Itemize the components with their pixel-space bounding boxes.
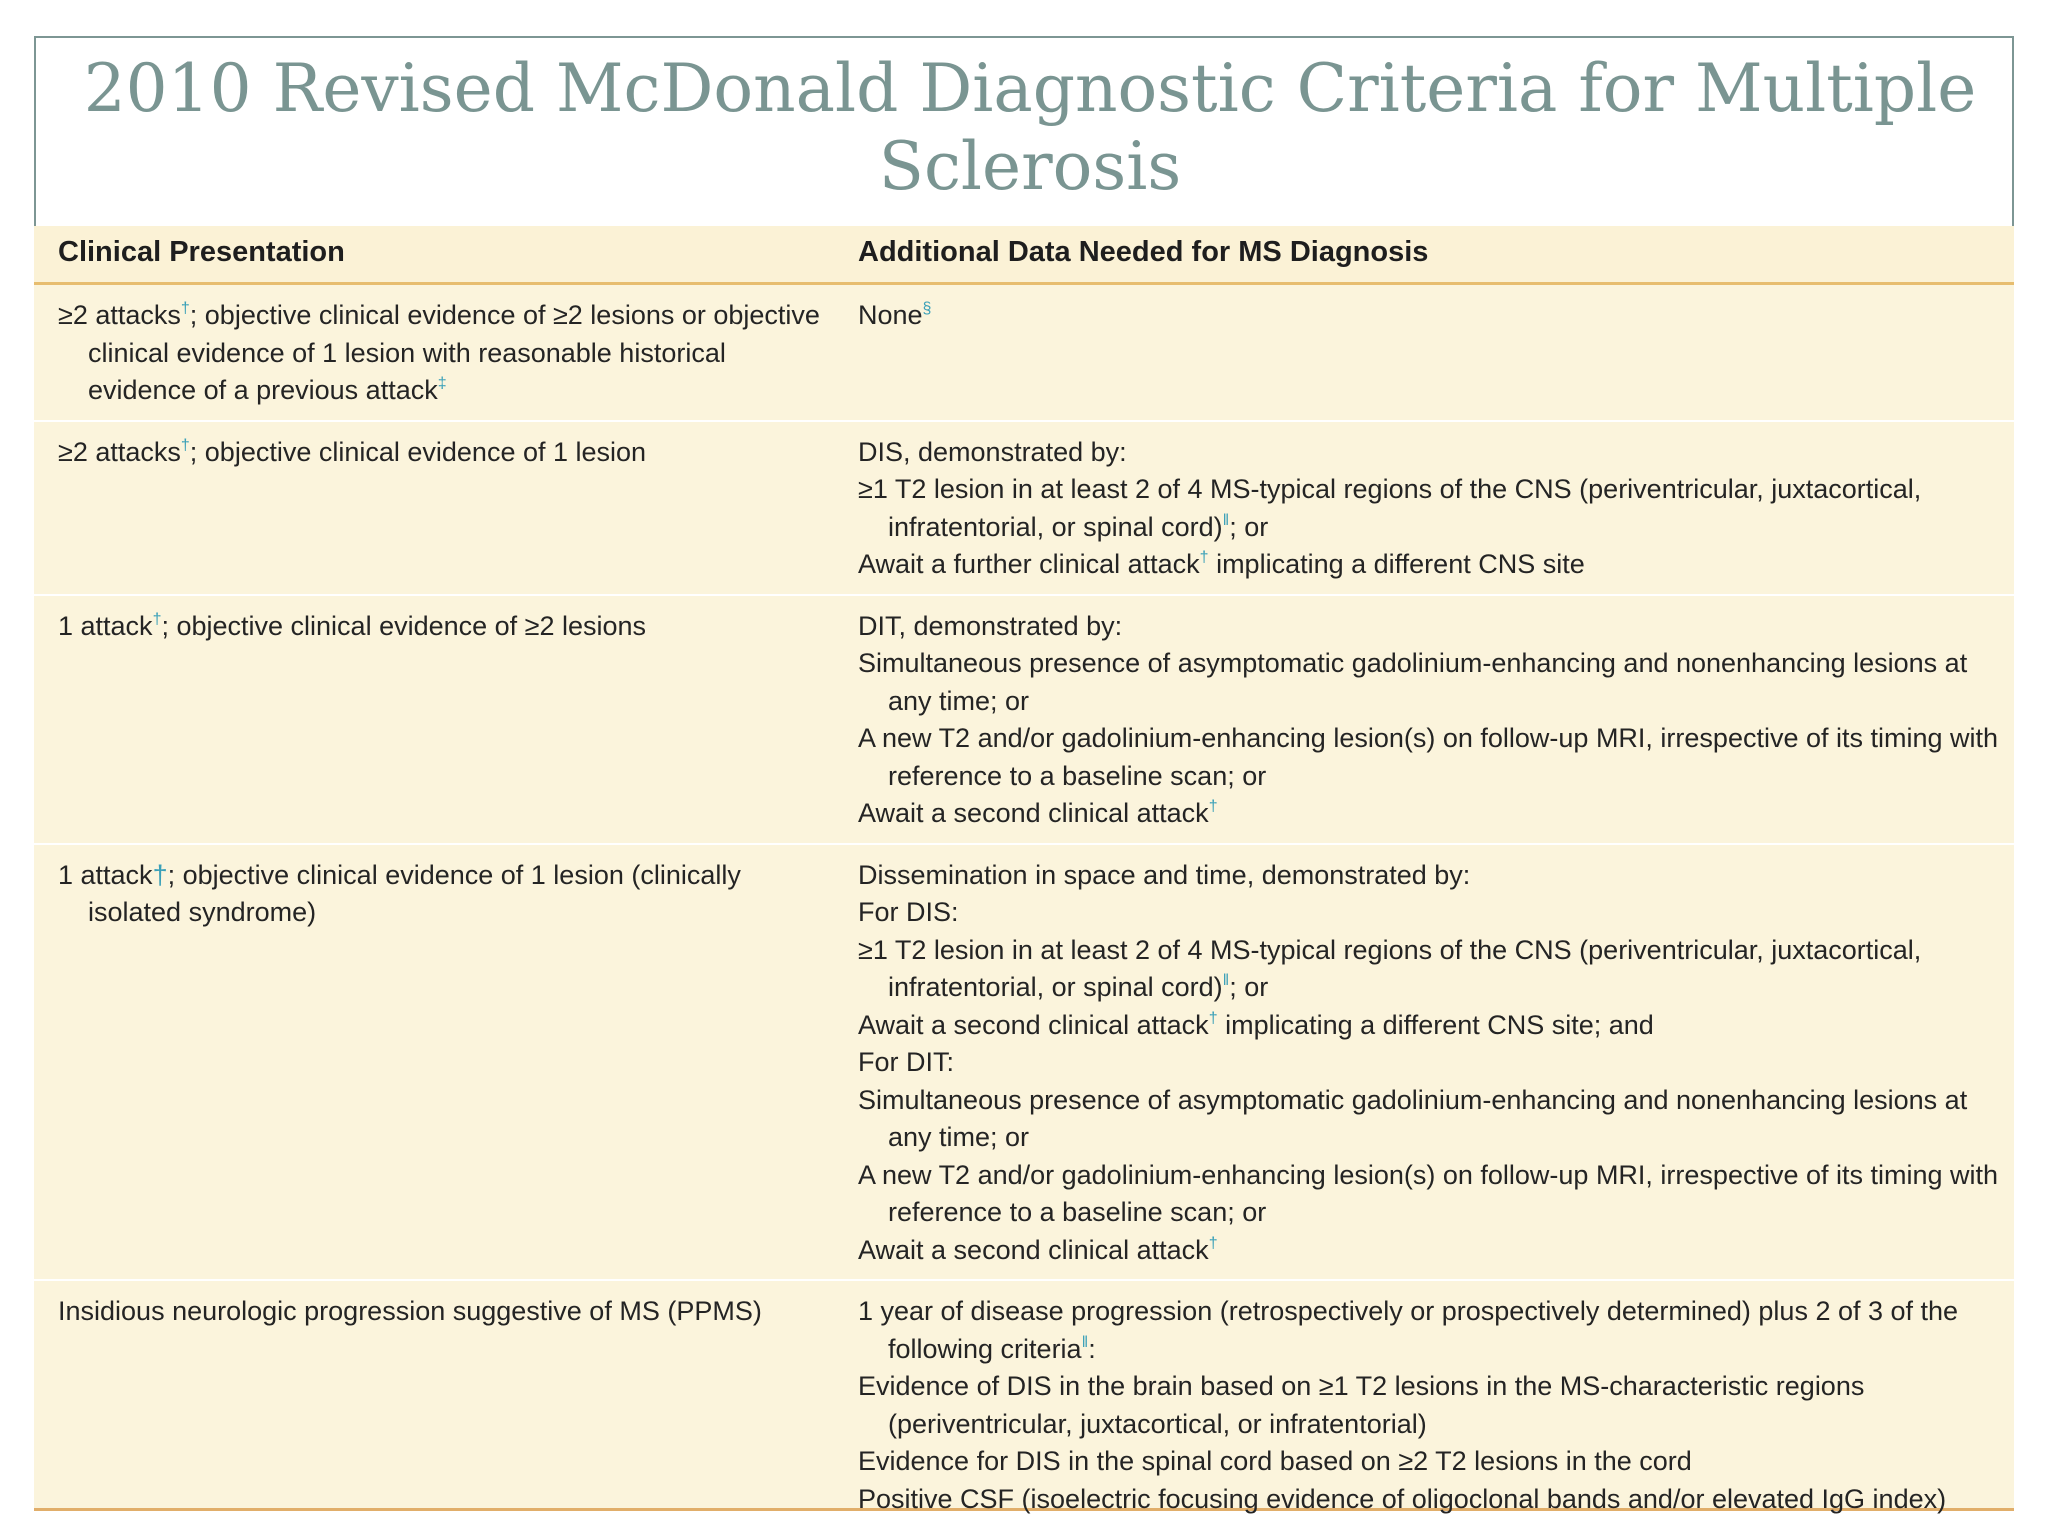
criteria-table-container (34, 226, 2014, 1514)
data-line (858, 1293, 2002, 1368)
text-span: ≥2 attacks (58, 436, 181, 467)
text-span: implicating a different CNS site (1208, 549, 1585, 579)
presentation-text (58, 608, 822, 646)
text-span: ; objective clinical evidence of ≥2 lesions or objective clinical evidence of 1 lesion with reasonable historical evidence of a previous attack (88, 300, 820, 405)
text-span: ≥1 T2 lesion in at least 2 of 4 MS-typical regions of the CNS (periventricular, juxtacortical, infratentorial, or spinal cord) (858, 474, 1922, 542)
footnote-mark: † (1199, 549, 1209, 566)
slide-title-line-1: 2010 Revised McDonald Diagnostic Criteria for Multiple (83, 50, 1977, 127)
footnote-mark: † (1208, 1009, 1218, 1027)
table-row (34, 284, 2014, 421)
presentation-text (58, 434, 822, 472)
text-span: 1 year of disease progression (retrospectively or prospectively determined) plus 2 of 3 of the following criteria (858, 1296, 1959, 1364)
data-line: Evidence for DIS in the spinal cord based on ≥2 T2 lesions in the cord (858, 1446, 1692, 1476)
data-line: Evidence of DIS in the brain based on ≥1 T2 lesions in the MS-characteristic regions (periventricular, juxtacortical, or infratentorial) (858, 1371, 1865, 1439)
header-additional-data: Additional Data Needed for MS Diagnosis (834, 226, 2014, 284)
data-line (858, 546, 2002, 584)
presentation-text (58, 857, 822, 932)
text-span: None (858, 300, 923, 330)
slide-title (60, 50, 2000, 206)
data-cell (834, 844, 2014, 1281)
footnote-mark: ‖ (1081, 1333, 1089, 1351)
text-span: : (1088, 1333, 1096, 1364)
table-header-row (34, 226, 2014, 284)
data-line: A new T2 and/or gadolinium-enhancing lesion(s) on follow-up MRI, irrespective of its timing with reference to a baseline scan; or (858, 1159, 1999, 1227)
slide-title-line-2: Sclerosis (878, 128, 1182, 205)
data-line: Simultaneous presence of asymptomatic gadolinium-enhancing and nonenhancing lesions at any time; or (858, 1084, 1968, 1152)
footnote-mark: ‖ (1222, 511, 1230, 529)
data-line (858, 1007, 2002, 1045)
data-line (858, 1232, 2002, 1270)
footnote-mark: † (152, 610, 162, 628)
footnote-mark: § (922, 300, 932, 317)
presentation-cell (34, 844, 834, 1281)
data-cell (834, 284, 2014, 421)
text-span: 1 attack (58, 859, 153, 890)
presentation-cell (34, 595, 834, 844)
table-row (34, 421, 2014, 595)
data-line: DIT, demonstrated by: (858, 610, 1123, 641)
footnote-mark: ‖ (1222, 972, 1230, 989)
text-span: ≥2 attacks (58, 300, 181, 330)
criteria-table (34, 226, 2014, 1530)
text-span: Await a further clinical attack (858, 549, 1200, 579)
presentation-cell (34, 421, 834, 595)
footnote-mark: † (152, 859, 168, 890)
presentation-cell (34, 284, 834, 421)
footnote-mark: † (1208, 798, 1218, 815)
table-row (34, 1280, 2014, 1529)
data-line (858, 471, 2002, 546)
table-row (34, 595, 2014, 844)
text-span: Await a second clinical attack (858, 1234, 1209, 1265)
data-line (858, 795, 2002, 833)
data-line (858, 932, 2002, 1007)
presentation-cell (34, 1280, 834, 1529)
text-span: Await a second clinical attack (858, 798, 1209, 828)
data-cell (834, 595, 2014, 844)
data-line: For DIS: (858, 897, 959, 927)
data-line: Simultaneous presence of asymptomatic gadolinium-enhancing and nonenhancing lesions at any time; or (858, 648, 1968, 716)
footnote-mark: † (180, 436, 190, 454)
footnote-mark: ‡ (437, 375, 447, 392)
text-span: 1 attack (58, 610, 153, 641)
data-line: For DIT: (858, 1047, 955, 1077)
text-span: ; or (1229, 972, 1269, 1002)
presentation-text: Insidious neurologic progression suggestive of MS (PPMS) (58, 1296, 762, 1326)
text-span: ; objective clinical evidence of ≥2 lesions (161, 610, 647, 641)
text-span: ; objective clinical evidence of 1 lesion (189, 436, 647, 467)
text-span: ; objective clinical evidence of 1 lesion (clinically isolated syndrome) (88, 859, 741, 927)
data-line: DIS, demonstrated by: (858, 436, 1127, 467)
text-span: implicating a different CNS site; and (1217, 1009, 1654, 1040)
data-line (858, 297, 2002, 335)
data-cell (834, 1280, 2014, 1529)
text-span: ; or (1229, 511, 1269, 542)
data-line: Dissemination in space and time, demonstrated by: (858, 859, 1471, 890)
footnote-mark: † (180, 300, 190, 317)
footnote-mark: † (1208, 1234, 1218, 1252)
text-span: Await a second clinical attack (858, 1009, 1209, 1040)
table-row (34, 844, 2014, 1281)
header-clinical-presentation: Clinical Presentation (34, 226, 834, 284)
data-cell (834, 421, 2014, 595)
text-span: ≥1 T2 lesion in at least 2 of 4 MS-typical regions of the CNS (periventricular, juxtacortical, infratentorial, or spinal cord) (858, 934, 1922, 1002)
presentation-text (58, 297, 822, 410)
data-line: Positive CSF (isoelectric focusing evidence of oligoclonal bands and/or elevated IgG index) (858, 1483, 1947, 1514)
data-line: A new T2 and/or gadolinium-enhancing lesion(s) on follow-up MRI, irrespective of its timing with reference to a baseline scan; or (858, 723, 1999, 791)
